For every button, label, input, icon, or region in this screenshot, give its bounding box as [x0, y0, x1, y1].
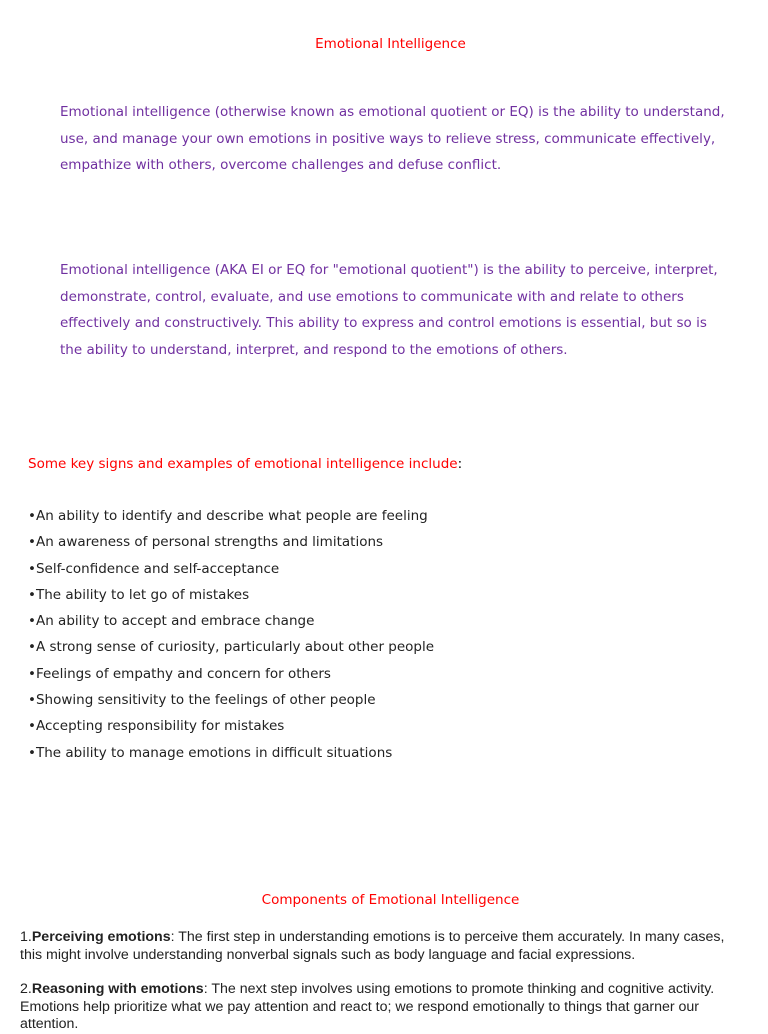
list-item — [28, 740, 434, 766]
list-item-text: An awareness of personal strengths and limitations — [35, 534, 384, 551]
intro-paragraph-1: Emotional intelligence (otherwise known as emotional quotient or EQ) is the ability to understand, use, and manage your own emotions in positive ways to relieve stress, communicate effectively, empathize with others, overcome challenges and defuse conflict. — [60, 104, 725, 173]
list-item-text: An ability to identify and describe what people are feeling — [35, 508, 428, 524]
list-item — [28, 661, 434, 687]
list-item-text: The ability to manage emotions in difficult situations — [35, 744, 393, 761]
bullet: • — [28, 560, 36, 577]
list-item — [28, 582, 434, 608]
component-description: : The first step in understanding emotions is to perceive them accurately. In many cases, this might involve understanding nonverbal signals such as body language and facial expressions. — [20, 929, 725, 963]
list-item-text: Accepting responsibility for mistakes — [35, 718, 285, 735]
list-item — [28, 608, 434, 634]
bullet: • — [28, 744, 36, 761]
list-item-text: An ability to accept and embrace change — [35, 613, 315, 630]
list-item — [28, 529, 434, 555]
component-term: Perceiving emotions — [31, 929, 171, 945]
list-item-text: Self-confidence and self-acceptance — [35, 560, 280, 577]
component-number: 1. — [20, 929, 32, 945]
signs-heading-text: Some key signs and examples of emotional intelligence include — [28, 456, 458, 472]
signs-list — [28, 503, 434, 766]
bullet: • — [28, 586, 36, 603]
bullet: • — [28, 534, 36, 551]
list-item — [28, 556, 434, 582]
document-title: Emotional Intelligence — [315, 36, 466, 52]
list-item — [28, 503, 434, 529]
bullet: • — [28, 613, 36, 630]
list-item-text: The ability to let go of mistakes — [35, 586, 250, 603]
bullet: • — [28, 665, 36, 682]
bullet: • — [28, 718, 36, 735]
component-number: 2. — [20, 981, 32, 997]
signs-heading — [28, 456, 462, 472]
intro-paragraph-2: Emotional intelligence (AKA EI or EQ for "emotional quotient") is the ability to perceive, interpret, demonstrate, control, evaluate, and use emotions to communicate with and relate to others effectively and constructively. This ability to express and control emotions is essential, but so is the ability to understand, interpret, and respond to the emotions of others. — [60, 262, 718, 358]
component-item-perceiving — [20, 929, 740, 964]
signs-heading-colon: : — [457, 456, 463, 472]
list-item-text: Showing sensitivity to the feelings of other people — [35, 692, 376, 709]
list-item-text: Feelings of empathy and concern for others — [35, 665, 331, 682]
component-description: : The next step involves using emotions to promote thinking and cognitive activity. Emotions help prioritize what we pay attention and react to; we respond emotionally to things that garner our attention. — [20, 981, 715, 1032]
list-item — [28, 634, 434, 660]
component-item-reasoning — [20, 981, 740, 1034]
bullet: • — [28, 692, 36, 709]
bullet: • — [28, 639, 36, 656]
list-item-text: A strong sense of curiosity, particularly about other people — [35, 639, 435, 656]
component-term: Reasoning with emotions — [31, 981, 204, 997]
components-heading: Components of Emotional Intelligence — [261, 892, 520, 908]
list-item — [28, 713, 434, 739]
bullet: • — [28, 508, 36, 524]
list-item — [28, 687, 434, 713]
